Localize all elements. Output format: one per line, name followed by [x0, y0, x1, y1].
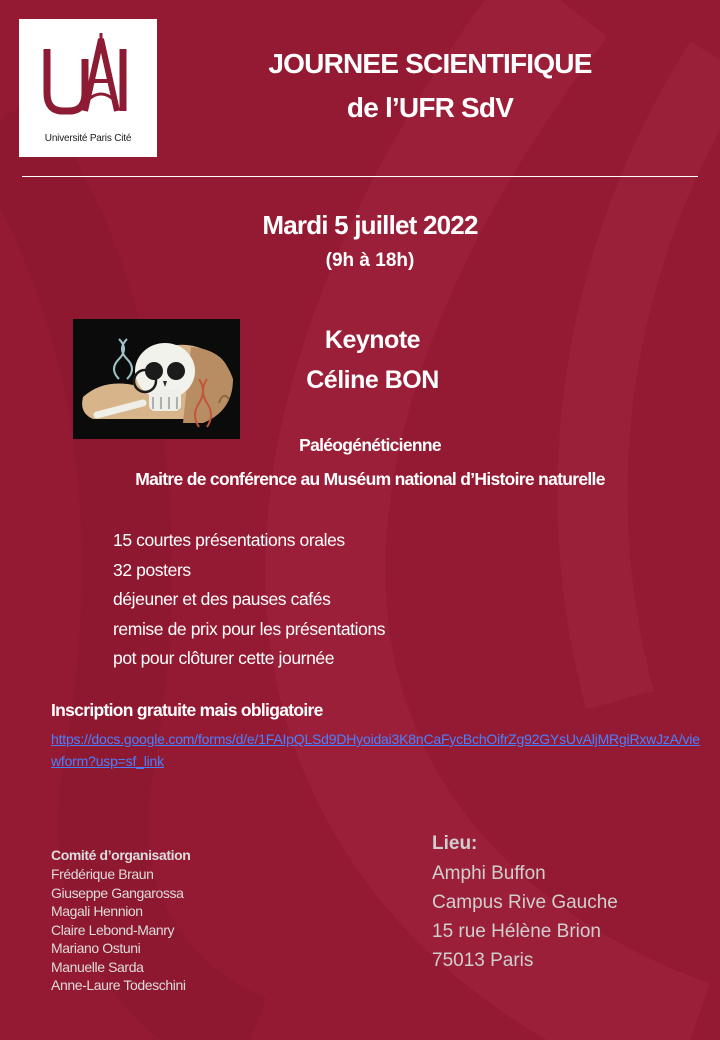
location-line: 15 rue Hélène Brion: [432, 921, 601, 942]
location-line: 75013 Paris: [432, 950, 534, 971]
list-item: pot pour clôturer cette journée: [113, 648, 335, 668]
keynote-speaker-name: Céline BON: [306, 366, 439, 394]
organizing-committee: [51, 846, 190, 995]
committee-member: Frédérique Braun: [51, 866, 154, 882]
location-block: [432, 830, 618, 976]
location-title: Lieu:: [432, 833, 478, 854]
list-item: 15 courtes présentations orales: [113, 530, 345, 550]
keynote-label: Keynote: [324, 326, 421, 354]
registration-title: Inscription gratuite mais obligatoire: [51, 700, 323, 720]
committee-member: Manuelle Sarda: [51, 958, 144, 975]
committee-member: Anne-Laure Todeschini: [51, 977, 186, 993]
committee-member: Claire Lebond-Manry: [51, 921, 175, 938]
university-logo: [19, 19, 157, 157]
committee-member: Giuseppe Gangarossa: [51, 884, 184, 901]
page-title: JOURNEE SCIENTIFIQUE: [268, 48, 592, 79]
list-item: 32 posters: [113, 559, 191, 580]
page-subtitle: de l’UFR SdV: [346, 92, 514, 123]
list-item: remise de prix pour les présentations: [113, 618, 386, 639]
divider: [22, 176, 698, 177]
list-item: déjeuner et des pauses cafés: [113, 589, 331, 609]
committee-member: Magali Hennion: [51, 903, 143, 919]
registration-link[interactable]: https://docs.google.com/forms/d/e/1FAIpQLSd9DHyoidai3K8nCaFycBchOifrZg92GYsUvAljMRgiRxwJzA/viewform?usp=sf_link: [51, 731, 700, 769]
logo-caption: Université Paris Cité: [44, 133, 132, 144]
event-hours: (9h à 18h): [325, 250, 415, 271]
committee-title: Comité d’organisation: [51, 847, 191, 863]
program-list: [113, 528, 385, 676]
location-line: Amphi Buffon: [432, 863, 546, 884]
speaker-role: Paléogénéticienne: [299, 435, 441, 455]
location-line: Campus Rive Gauche: [432, 892, 618, 913]
event-date: Mardi 5 juillet 2022: [262, 210, 478, 240]
logo-mark-icon: [19, 19, 157, 129]
committee-member: Mariano Ostuni: [51, 940, 141, 956]
skull-dna-illustration-icon: [73, 319, 240, 439]
speaker-affiliation: Maitre de conférence au Muséum national d’Histoire naturelle: [135, 469, 605, 489]
